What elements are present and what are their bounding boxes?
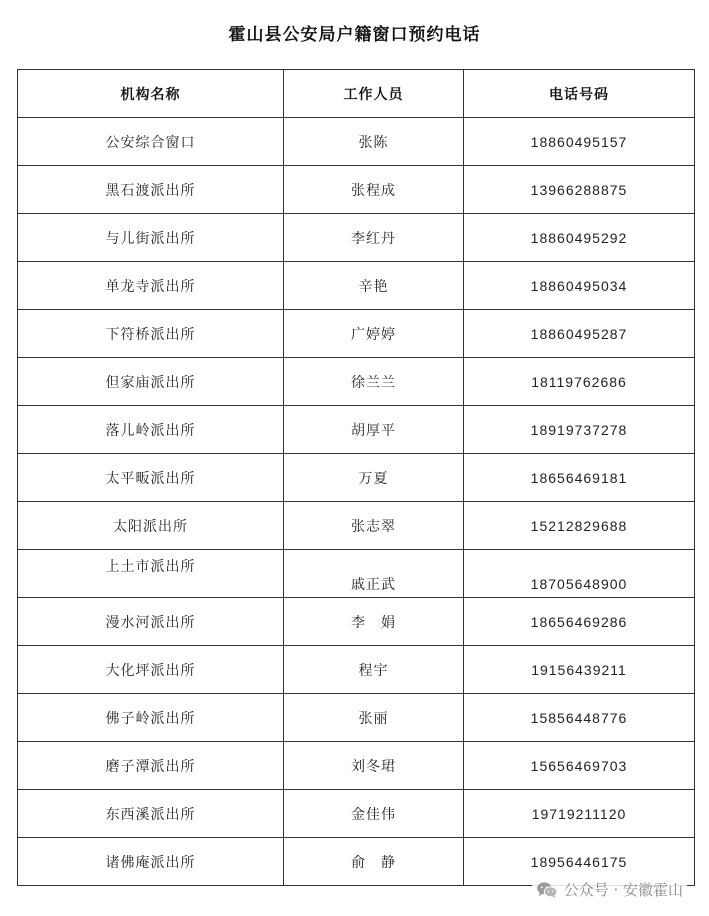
phone-cell: 18860495292: [464, 214, 695, 262]
table-row: [18, 262, 695, 310]
table-header-row: [18, 70, 695, 118]
staff-text: 戚正武: [351, 576, 396, 593]
phone-cell: 19156439211: [464, 646, 695, 694]
wechat-icon: [536, 881, 558, 899]
staff-cell: [284, 550, 464, 598]
phone-cell: 18656469286: [464, 598, 695, 646]
org-name-cell: 磨子潭派出所: [18, 742, 284, 790]
org-name-cell: 诸佛庵派出所: [18, 838, 284, 886]
org-name-cell: 佛子岭派出所: [18, 694, 284, 742]
table-row: [18, 694, 695, 742]
table-row: [18, 790, 695, 838]
table-row: [18, 454, 695, 502]
staff-cell: 金佳伟: [284, 790, 464, 838]
table-row: [18, 358, 695, 406]
phone-text: 18705648900: [530, 575, 628, 592]
phone-cell: 18919737278: [464, 406, 695, 454]
phone-cell: 18860495034: [464, 262, 695, 310]
org-name-cell: 漫水河派出所: [18, 598, 284, 646]
phone-cell: 18860495157: [464, 118, 695, 166]
phone-cell: 15856448776: [464, 694, 695, 742]
watermark-text: 公众号 · 安徽霍山: [563, 881, 683, 899]
phone-cell: 18119762686: [464, 358, 695, 406]
phone-cell: [464, 550, 695, 598]
phone-cell: 18656469181: [464, 454, 695, 502]
table-row: [18, 310, 695, 358]
org-name-cell: 公安综合窗口: [18, 118, 284, 166]
phone-cell: 18860495287: [464, 310, 695, 358]
contacts-table: [17, 69, 695, 886]
org-name-cell: 但家庙派出所: [18, 358, 284, 406]
org-name-cell: 大化坪派出所: [18, 646, 284, 694]
header-org-name: 机构名称: [18, 70, 284, 118]
staff-cell: 胡厚平: [284, 406, 464, 454]
org-name-cell: 与儿街派出所: [18, 214, 284, 262]
staff-cell: 李 娟: [284, 598, 464, 646]
org-name-cell: 落儿岭派出所: [18, 406, 284, 454]
staff-cell: 俞 静: [284, 838, 464, 886]
table-row: [18, 550, 695, 598]
staff-cell: 张程成: [284, 166, 464, 214]
org-name-text: 上土市派出所: [105, 558, 196, 575]
header-staff: 工作人员: [284, 70, 464, 118]
phone-cell: 19719211120: [464, 790, 695, 838]
staff-cell: 张志翠: [284, 502, 464, 550]
org-name-cell: 单龙寺派出所: [18, 262, 284, 310]
phone-cell: 15656469703: [464, 742, 695, 790]
staff-cell: 徐兰兰: [284, 358, 464, 406]
header-phone: 电话号码: [464, 70, 695, 118]
table-row: [18, 598, 695, 646]
phone-cell: 13966288875: [464, 166, 695, 214]
org-name-cell: [18, 550, 284, 598]
table-row: [18, 646, 695, 694]
table-row: [18, 742, 695, 790]
table-row: [18, 214, 695, 262]
staff-cell: 刘冬珺: [284, 742, 464, 790]
org-name-cell: 太平畈派出所: [18, 454, 284, 502]
staff-cell: 张丽: [284, 694, 464, 742]
org-name-cell: 太阳派出所: [18, 502, 284, 550]
phone-cell: 15212829688: [464, 502, 695, 550]
org-name-cell: 黑石渡派出所: [18, 166, 284, 214]
staff-cell: 张陈: [284, 118, 464, 166]
staff-cell: 万夏: [284, 454, 464, 502]
org-name-cell: 东西溪派出所: [18, 790, 284, 838]
page-title: 霍山县公安局户籍窗口预约电话: [228, 25, 481, 45]
staff-cell: 李红丹: [284, 214, 464, 262]
org-name-cell: 下符桥派出所: [18, 310, 284, 358]
staff-cell: 辛艳: [284, 262, 464, 310]
staff-cell: 广婷婷: [284, 310, 464, 358]
table-row: [18, 166, 695, 214]
table-row: [18, 502, 695, 550]
phone-cell: 18956446175: [464, 838, 695, 886]
table-row: [18, 406, 695, 454]
table-row: [18, 118, 695, 166]
watermark: [532, 877, 687, 902]
staff-cell: 程宇: [284, 646, 464, 694]
